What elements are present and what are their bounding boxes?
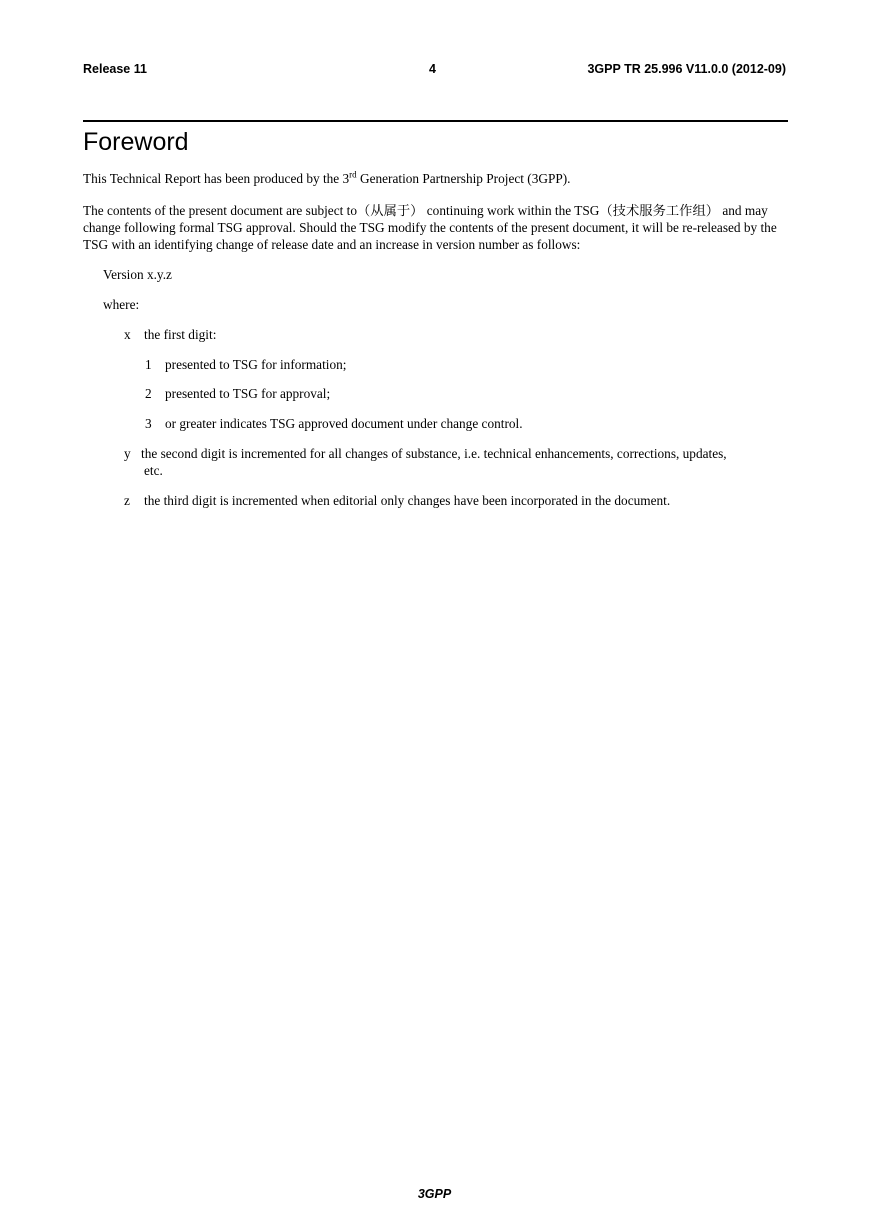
list-key: z — [124, 493, 130, 508]
where-line: where: — [103, 297, 140, 312]
page-footer: 3GPP — [417, 1187, 452, 1201]
list-text: or greater indicates TSG approved document under change control. — [165, 416, 523, 431]
ordinal-superscript: rd — [349, 169, 357, 180]
section-title: Foreword — [83, 128, 189, 156]
list-text: the first digit: — [144, 327, 217, 342]
version-line: Version x.y.z — [103, 267, 172, 282]
list-item-y — [124, 445, 788, 479]
list-text: the third digit is incremented when editorial only changes have been incorporated in the document. — [144, 493, 671, 508]
list-text-line-2: etc. — [144, 463, 163, 478]
list-key: x — [124, 327, 131, 342]
list-text — [141, 445, 788, 479]
header-release: Release 11 — [83, 62, 147, 76]
header-page-number: 4 — [429, 62, 436, 76]
list-key: 2 — [145, 386, 152, 401]
paragraph-contents-subject: The contents of the present document are subject to（从属于） continuing work within the TSG（技术服务工作组） and may change following formal TSG approval. Should the TSG modify the contents of the present document, it will be re-released by the TSG with an identifying change of release date and an increase in version number as follows: — [83, 203, 777, 252]
list-text: presented to TSG for approval; — [165, 386, 331, 401]
header-doc-id: 3GPP TR 25.996 V11.0.0 (2012-09) — [587, 62, 786, 76]
list-key: 1 — [145, 357, 152, 372]
page-header — [83, 62, 786, 78]
list-key: 3 — [145, 416, 152, 431]
paragraph-produced-by-start: This Technical Report has been produced by the 3 — [83, 171, 350, 186]
heading-rule — [83, 120, 788, 122]
paragraph-produced-by-end: Generation Partnership Project (3GPP). — [356, 171, 571, 186]
paragraph-produced-by — [83, 170, 788, 187]
list-key: y — [124, 446, 131, 461]
list-text: presented to TSG for information; — [165, 357, 347, 372]
list-text-line-1: the second digit is incremented for all changes of substance, i.e. technical enhancements, corrections, updates, — [141, 446, 727, 461]
